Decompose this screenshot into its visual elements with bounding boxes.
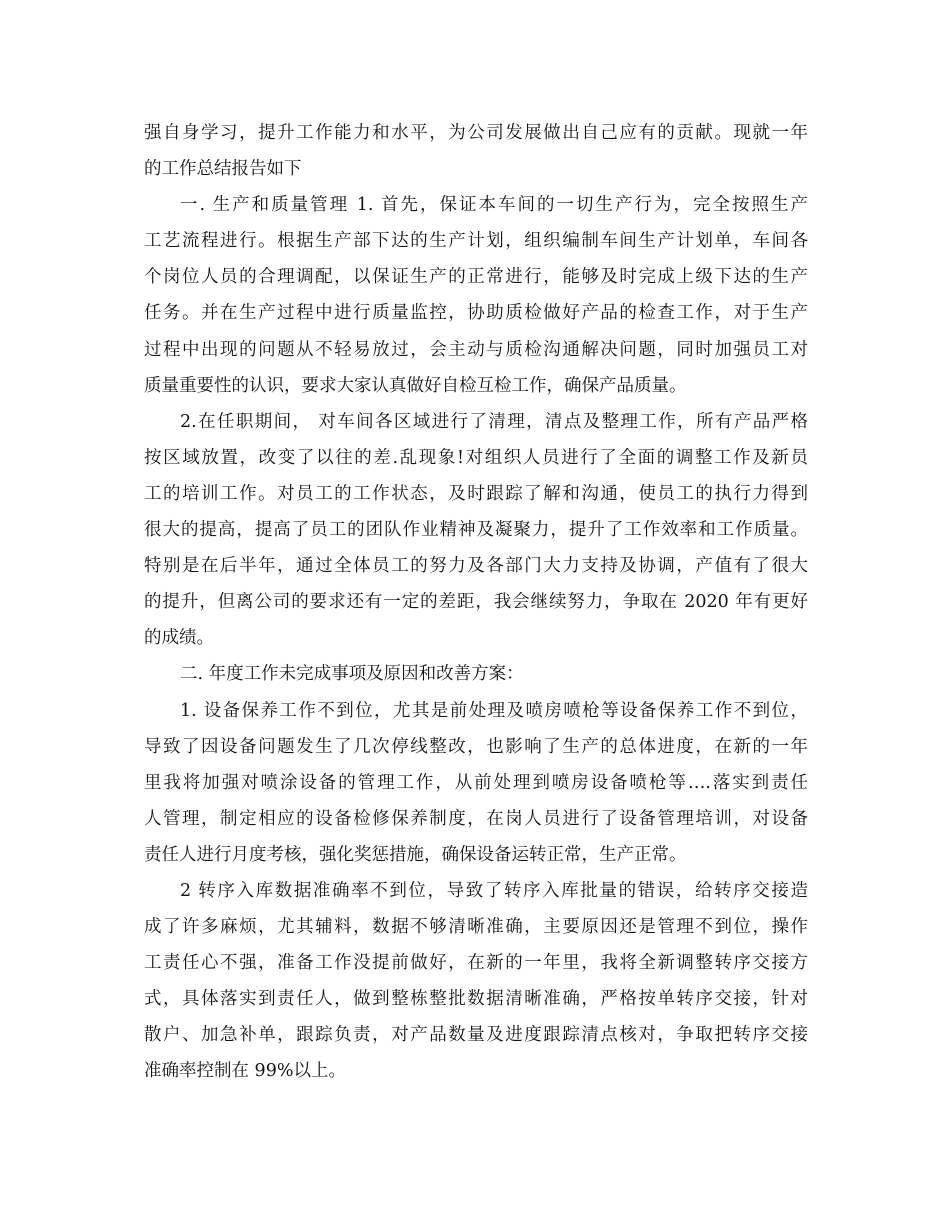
text-line: 的工作总结报告如下 <box>144 159 302 180</box>
text-line: 按区域放置，改变了以往的差.乱现象!对组织人员进行了全面的调整工作及新员 <box>144 447 808 468</box>
text-line: 式，具体落实到责任人，做到整栋整批数据清晰准确，严格按单转序交接，针对 <box>144 989 808 1010</box>
text-line: 强自身学习，提升工作能力和水平，为公司发展做出自己应有的贡献。现就一年 <box>144 123 808 143</box>
text-line: 2.在任职期间， 对车间各区域进行了清理，清点及整理工作，所有产品严格 <box>180 411 808 432</box>
text-line: 个岗位人员的合理调配，以保证生产的正常进行，能够及时完成上级下达的生产 <box>144 267 808 288</box>
text-line: 特别是在后半年，通过全体员工的努力及各部门大力支持及协调，产值有了很大 <box>144 556 808 577</box>
text-line: 二. 年度工作未完成事项及原因和改善方案： <box>180 664 524 685</box>
text-line: 里我将加强对喷涂设备的管理工作，从前处理到喷房设备喷枪等….落实到责任 <box>144 772 808 793</box>
document-body <box>144 115 808 1090</box>
text-line: 质量重要性的认识，要求大家认真做好自检互检工作，确保产品质量。 <box>144 375 687 396</box>
text-line: 工责任心不强，准备工作没提前做好，在新的一年里，我将全新调整转序交接方 <box>144 953 808 974</box>
text-line: 散户、加急补单，跟踪负责，对产品数量及进度跟踪清点核对，争取把转序交接 <box>144 1025 808 1046</box>
text-line: 工艺流程进行。根据生产部下达的生产计划，组织编制车间生产计划单，车间各 <box>144 231 808 252</box>
text-line: 2 转序入库数据准确率不到位，导致了转序入库批量的错误，给转序交接造 <box>180 880 808 901</box>
text-line: 责任人进行月度考核，强化奖惩措施，确保设备运转正常，生产正常。 <box>144 844 687 865</box>
text-line: 的成绩。 <box>144 628 214 649</box>
text-line: 一. 生产和质量管理 1. 首先，保证本车间的一切生产行为，完全按照生产 <box>180 195 808 216</box>
text-line: 准确率控制在 99%以上。 <box>144 1061 346 1082</box>
text-line: 过程中出现的问题从不轻易放过，会主动与质检沟通解决问题，同时加强员工对 <box>144 339 808 360</box>
text-line: 的提升，但离公司的要求还有一定的差距，我会继续努力，争取在 2020 年有更好 <box>144 592 808 613</box>
text-line: 任务。并在生产过程中进行质量监控，协助质检做好产品的检查工作，对于生产 <box>144 303 808 324</box>
text-line: 很大的提高，提高了员工的团队作业精神及凝聚力，提升了工作效率和工作质量。 <box>144 520 808 541</box>
text-line: 人管理，制定相应的设备检修保养制度，在岗人员进行了设备管理培训，对设备 <box>144 808 808 829</box>
text-line: 1. 设备保养工作不到位，尤其是前处理及喷房喷枪等设备保养工作不到位， <box>180 700 808 721</box>
text-line: 工的培训工作。对员工的工作状态，及时跟踪了解和沟通，使员工的执行力得到 <box>144 483 808 504</box>
text-line: 成了许多麻烦，尤其辅料，数据不够清晰准确，主要原因还是管理不到位，操作 <box>144 917 808 938</box>
text-line: 导致了因设备问题发生了几次停线整改，也影响了生产的总体进度，在新的一年 <box>144 736 808 757</box>
